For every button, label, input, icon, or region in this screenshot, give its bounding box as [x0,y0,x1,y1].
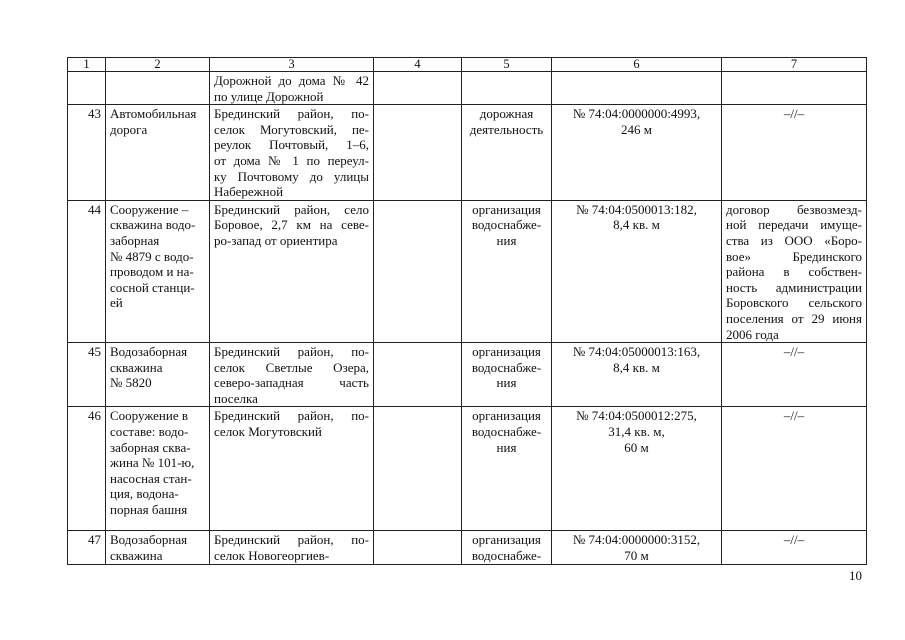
header-cell: 4 [374,58,462,72]
table-row [68,407,867,531]
cell-cadastre [552,531,722,564]
table-row [68,105,867,201]
cell-line: Брединский район, по- [214,344,369,360]
cell-line: жина № 101-ю, [110,455,195,471]
cell-line: селок Могутовский [214,424,322,440]
cell-line: скважина [110,548,163,564]
cell-location [210,343,374,407]
cell-basis [722,407,867,531]
cell-line: от дома № 1 по переул- [214,152,369,168]
cell-line: водоснабже- [471,548,542,564]
cell-location [210,200,374,342]
cell-location [210,105,374,201]
cell-line: водоснабже- [471,424,542,440]
cell-line: организация [472,344,541,360]
cell-number: 46 [68,407,106,531]
cell-line: –//– [783,532,805,548]
table-row [68,343,867,407]
cell-line: организация [472,532,541,548]
cell-line: ства из ООО «Боро- [726,232,862,248]
cell-location [210,531,374,564]
header-cell: 7 [722,58,867,72]
cell-line: Брединский район, по- [214,532,369,548]
cell-line: дорога [110,121,148,137]
cell-line: заборная [110,232,160,248]
cell-line: организация [472,408,541,424]
cell-line: водоснабже- [471,217,542,233]
cell-line: поселка [214,390,258,406]
header-row [68,58,867,72]
cell-purpose [462,531,552,564]
cell-col4 [374,531,462,564]
cell-line: ция, водона- [110,486,179,502]
cell-location [210,72,374,105]
cell-line: ния [496,375,517,391]
cell-line: организация [472,201,541,217]
cell-line: № 5820 [110,375,152,391]
cell-line: 8,4 кв. м [613,217,660,233]
cell-number: 44 [68,200,106,342]
cell-line: № 74:04:0000000:4993, [572,106,701,122]
cell-line: № 74:04:0000000:3152, [572,532,701,548]
cell-line: 60 м [624,439,649,455]
cell-line: 8,4 кв. м [613,359,660,375]
cell-line: № 74:04:05000013:163, [572,344,701,360]
cell-line: договор безвозмезд- [726,201,862,217]
cell-line: вое» Брединского [726,248,862,264]
cell-basis [722,200,867,342]
cell-line: 31,4 кв. м, [608,424,665,440]
cell-line: реулок Почтовый, 1–6, [214,137,369,153]
cell-line: дорожная [479,106,534,122]
cell-col4 [374,407,462,531]
cell-col4 [374,343,462,407]
cell-line: сосной станци- [110,279,195,295]
cell-cadastre [552,72,722,105]
cell-cadastre [552,105,722,201]
cell-line: ку Почтовому до улицы [214,168,369,184]
cell-line: Брединский район, село [214,201,369,217]
header-cell: 2 [106,58,210,72]
cell-line: Дорожной до дома № 42 [214,73,369,88]
registry-table [67,57,867,565]
cell-col4 [374,72,462,105]
cell-line: 70 м [624,548,649,564]
cell-cadastre [552,343,722,407]
cell-line: Автомобильная [110,106,197,122]
cell-basis [722,105,867,201]
cell-line: водоснабже- [471,359,542,375]
cell-line: составе: водо- [110,424,189,440]
cell-line: заборная сква- [110,439,191,455]
cell-line: Сооружение в [110,408,188,424]
cell-purpose [462,200,552,342]
cell-line: деятельность [469,121,544,137]
table-row [68,531,867,564]
cell-line: № 74:04:0500012:275, [576,408,697,424]
cell-line: селок Новогеоргиев- [214,548,330,564]
cell-object-name [106,531,210,564]
cell-line: селок Светлые Озера, [214,359,369,375]
cell-line: ной передачи имуще- [726,217,862,233]
cell-basis [722,72,867,105]
header-cell: 3 [210,58,374,72]
cell-number: 43 [68,105,106,201]
cell-line: скважина водо- [110,217,196,233]
cell-line: № 4879 с водо- [110,248,194,264]
cell-line: –//– [783,344,805,360]
cell-line: Брединский район, по- [214,106,369,122]
cell-number [68,72,106,105]
table-row [68,72,867,105]
header-cell: 5 [462,58,552,72]
cell-line: ния [496,232,517,248]
cell-line: ро-запад от ориентира [214,232,338,248]
cell-line: Водозаборная [110,532,188,548]
cell-object-name [106,200,210,342]
cell-location [210,407,374,531]
cell-purpose [462,407,552,531]
cell-line: Набережной [214,184,284,200]
cell-line: № 74:04:0500013:182, [576,201,697,217]
header-cell: 6 [552,58,722,72]
cell-cadastre [552,407,722,531]
cell-line: порная башня [110,502,188,518]
cell-object-name [106,105,210,201]
cell-line: насосная стан- [110,470,192,486]
cell-line: Сооружение – [110,201,189,217]
cell-object-name [106,72,210,105]
cell-line: скважина [110,359,163,375]
cell-cadastre [552,200,722,342]
table-row [68,200,867,342]
cell-purpose [462,343,552,407]
cell-number: 45 [68,343,106,407]
cell-line: проводом и на- [110,264,194,280]
cell-line: селок Могутовский, пе- [214,121,369,137]
cell-col4 [374,200,462,342]
cell-line: Боровского сельского [726,295,862,311]
cell-line: ность администрации [726,279,862,295]
cell-number: 47 [68,531,106,564]
cell-line: –//– [783,106,805,122]
cell-line: 2006 года [726,326,779,342]
cell-line: –//– [783,408,805,424]
cell-line: Боровое, 2,7 км на севе- [214,217,369,233]
header-cell: 1 [68,58,106,72]
cell-col4 [374,105,462,201]
cell-line: района в собствен- [726,264,862,280]
cell-basis [722,531,867,564]
cell-line: северо-западная часть [214,375,369,391]
cell-line: Брединский район, по- [214,408,369,424]
cell-line: Водозаборная [110,344,188,360]
cell-line: по улице Дорожной [214,88,324,104]
cell-object-name [106,343,210,407]
cell-line: ния [496,439,517,455]
cell-line: ей [110,295,123,311]
cell-line: поселения от 29 июня [726,310,862,326]
cell-basis [722,343,867,407]
cell-purpose [462,105,552,201]
cell-purpose [462,72,552,105]
page-number: 10 [849,568,862,583]
cell-line: 246 м [621,121,652,137]
cell-object-name [106,407,210,531]
